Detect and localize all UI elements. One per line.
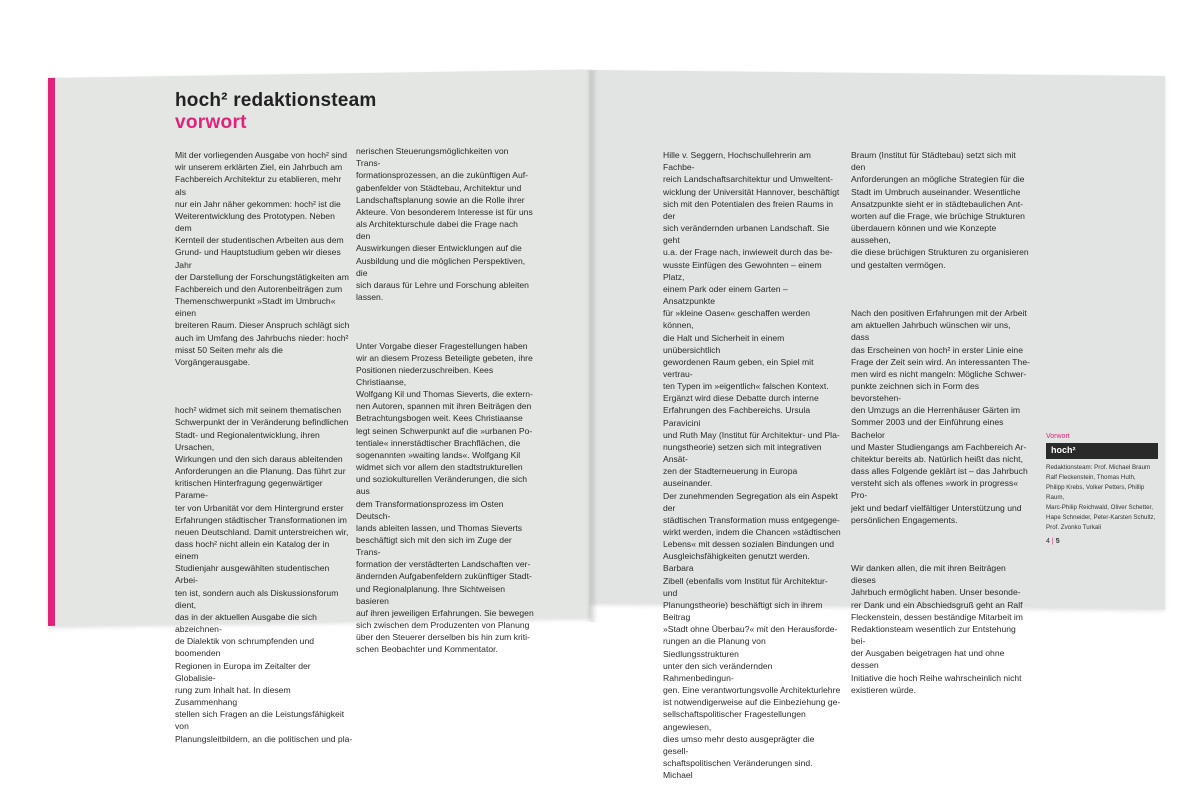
text-column-2: [356, 133, 534, 655]
section-bar-title: hoch²: [1051, 445, 1076, 455]
paragraph: Hille v. Seggern, Hochschullehrerin am Fachbe- reich Landschaftsarchitektur und Umweltent- wicklung der Universität Hannover, beschäftigt sich mit den Potentialen des freien Raums in der sich verändernden urbanen Landschaft. Sie geht u.a. der Frage nach, inwieweit durch das be- wusste Einfügen des Gewohnten – einem Platz, einem Park oder einem Garten – Ansatzpunkte für »kleine Oasen« geschaffen werden können, die Halt und Sicherheit in einem unübersichtlich gewordenen Raum geben, ein Spiel mit vertrau- ten Typen im »eigentlich« falschen Kontext. Ergänzt wird diese Debatte durch interne Erfahrungen des Fachbereichs. Ursula Paravicini und Ruth May (Institut für Architektur- und Pla- nungstheorie) setzen sich mit integrativen Ansät- zen der Stadterneuerung in Europa auseinander. Der zunehmenden Segregation als ein Aspekt der städtischen Transformation muss entgegenge- wirkt werden, indem die Chancen »städtischen Lebens« mit dessen sozialen Bindungen und Ausgleichsfähigkeiten genutzt werden. Barbara Zibell (ebenfalls vom Institut für Architektur- und Planungstheorie) beschäftigt sich in ihrem Beitrag »Stadt ohne Überbau?« mit den Herausforde- rungen an die Planung von Siedlungsstrukturen unter den sich verändernden Rahmenbedingun- gen. Eine verantwortungsvolle Architekturlehre ist notwendigerweise auf die Einbeziehung ge- sellschaftspolitischer Fragestellungen angewiesen, dies umso mehr desto ausgeprägter die gesell- schaftspolitischen Veränderungen sind. Michael: [663, 150, 841, 781]
page-number-separator: |: [1051, 538, 1054, 545]
paragraph: Nach den positiven Erfahrungen mit der Arbeit am aktuellen Jahrbuch wünschen wir uns, dass das Erscheinen von hoch² in erster Linie eine Frage der Zeit sein wird. An interessanten The- men wird es nicht mangeln: Mögliche Schwer- punkte zeichnen sich in Form des bevorstehen- den Umzugs an die Herrenhäuser Gärten im Sommer 2003 und der Einführung eines Bachelor und Master Studiengangs am Fachbereich Ar- chitektur bereits ab. Natürlich heißt das nicht, dass alles Folgende geklärt ist – das Jahrbuch versteht sich als offenes »work in progress« Pro- jekt und bedarf vielfältiger Unterstützung und persönlichen Engagements.: [851, 308, 1030, 525]
paragraph: Braum (Institut für Städtebau) setzt sich mit den Anforderungen an mögliche Strategien für die Stadt im Umbruch auseinander. Wesentliche Ansatzpunkte sieht er in städtebaulichen Ant- worten auf die Frage, wie brüchige Strukturen überdauern können und wie Konzepte aussehen, die diese brüchigen Strukturen zu organisieren und gestalten vermögen.: [851, 150, 1029, 270]
text-column-4: [851, 137, 1031, 695]
book-spine-shadow: [586, 70, 598, 622]
paragraph: hoch² widmet sich mit seinem thematischen Schwerpunkt der in Veränderung befindlichen Stadt- und Regionalentwicklung, ihren Ursachen, Wirkungen und den sich daraus ableitenden Anforderungen an die Planung. Das führt zur kritischen Hinterfragung gegenwärtiger Parame- ter von Urbanität vor dem Hintergrund erster Erfahrungen städtischer Transformationen im neuen Deutschland. Damit unterstreichen wir, dass hoch² nicht allein ein Katalog der in einem Studienjahr ausgewählten studentischen Arbei- ten ist, sondern auch als Diskussionsforum dient, das in der aktuellen Ausgabe die sich abzeichnen- de Dialektik von schrumpfenden und boomenden Regionen in Europa im Zeitalter der Globalisie- rung zum Inhalt hat. In diesem Zusammenhang stellen sich Fragen an die Leistungsfähigkeit von Planungsleitbildern, an die politischen und pla-: [175, 405, 353, 744]
text-column-1: [175, 137, 353, 744]
page-number-right: 5: [1055, 538, 1060, 545]
section-bar: [1046, 443, 1158, 459]
text-column-3: [663, 137, 841, 781]
paragraph: nerischen Steuerungsmöglichkeiten von Trans- formationsprozessen, an die zukünftigen Auf- gabenfelder von Städtebau, Architektur und Landschaftsplanung sowie an die Rolle ihrer Akteure. Von besonderem Interesse ist für uns als Architekturschule dabei die Frage nach den Auswirkungen dieser Entwicklungen auf die Ausbildung und die möglichen Perspektiven, die sich daraus für Lehre und Forschung ableiten lassen.: [356, 146, 533, 303]
section-label: Vorwort: [1046, 433, 1070, 440]
magenta-page-edge: [48, 78, 55, 626]
page-number-left: 4: [1046, 538, 1050, 545]
page-title: hoch² redaktionsteam: [175, 90, 377, 111]
paragraph: Unter Vorgabe dieser Fragestellungen haben wir an diesem Prozess Beteiligte gebeten, ihre Positionen niederzuschreiben. Kees Christiaanse, Wolfgang Kil und Thomas Sieverts, die extern- nen Autoren, spannen mit ihren Beiträgen den Betrachtungsbogen weit. Kees Christiaanse legt seinen Schwerpunkt auf die »urbanen Po- tentiale« innerstädtischer Brachflächen, die sogenannten »waiting lands«. Wolfgang Kil widmet sich vor allem den stadtstrukturellen und soziokulturellen Veränderungen, die sich aus dem Transformationsprozess im Osten Deutsch- lands ableiten lassen, und Thomas Sieverts beschäftigt sich mit den sich im Zuge der Trans- formation der verstädterten Landschaften ver- ändernden Aufgabenfeldern zukünftiger Stadt- und Regionalplanung. Ihre Sichtweisen basieren auf ihren jeweiligen Erfahrungen. Sie bewegen sich zwischen dem Produzenten von Planung über den Steuerer derselben bis hin zum kriti- schen Beobachter und Kommentator.: [356, 340, 534, 655]
page-numbers: [1046, 538, 1060, 545]
paragraph: Wir danken allen, die mit ihren Beiträgen dieses Jahrbuch ermöglicht haben. Unser besonde- rer Dank und ein Abschiedsgruß geht an Ralf Fleckenstein, dessen beständige Mitarbeit im Redaktionsteam wesentlich zur Entstehung bei- der Ausgaben beigetragen hat und ohne dessen Initiative die hoch Reihe wahrscheinlich nicht existieren würde.: [851, 563, 1023, 695]
editorial-credits: Redaktionsteam: Prof. Michael Braum Ralf Fleckenstein, Thomas Huth, Philipp Krebs, Volker Petters, Phillip Raum, Marc-Philip Reichwald, Oliver Schetter, Hape Schneider, Peter-Karsten Schultz, Prof. Zvonko Turkali: [1046, 464, 1156, 531]
paragraph: Mit der vorliegenden Ausgabe von hoch² sind wir unserem erklärten Ziel, ein Jahrbuch am Fachbereich Architektur zu etablieren, mehr als nur ein Jahr näher gekommen: hoch² ist die Weiterentwicklung des Prototypen. Neben dem Kernteil der studentischen Arbeiten aus dem Grund- und Hauptstudium geben wir dieses Jahr der Darstellung der Forschungstätigkeiten am Fachbereich und den Autorenbeiträgen zum Themenschwerpunkt »Stadt im Umbruch« einen breiteren Raum. Dieser Anspruch schlägt sich auch im Umfang des Jahrbuchs nieder: hoch² misst 50 Seiten mehr als die Vorgängerausgabe.: [175, 150, 350, 367]
page-subtitle: vorwort: [175, 112, 247, 133]
